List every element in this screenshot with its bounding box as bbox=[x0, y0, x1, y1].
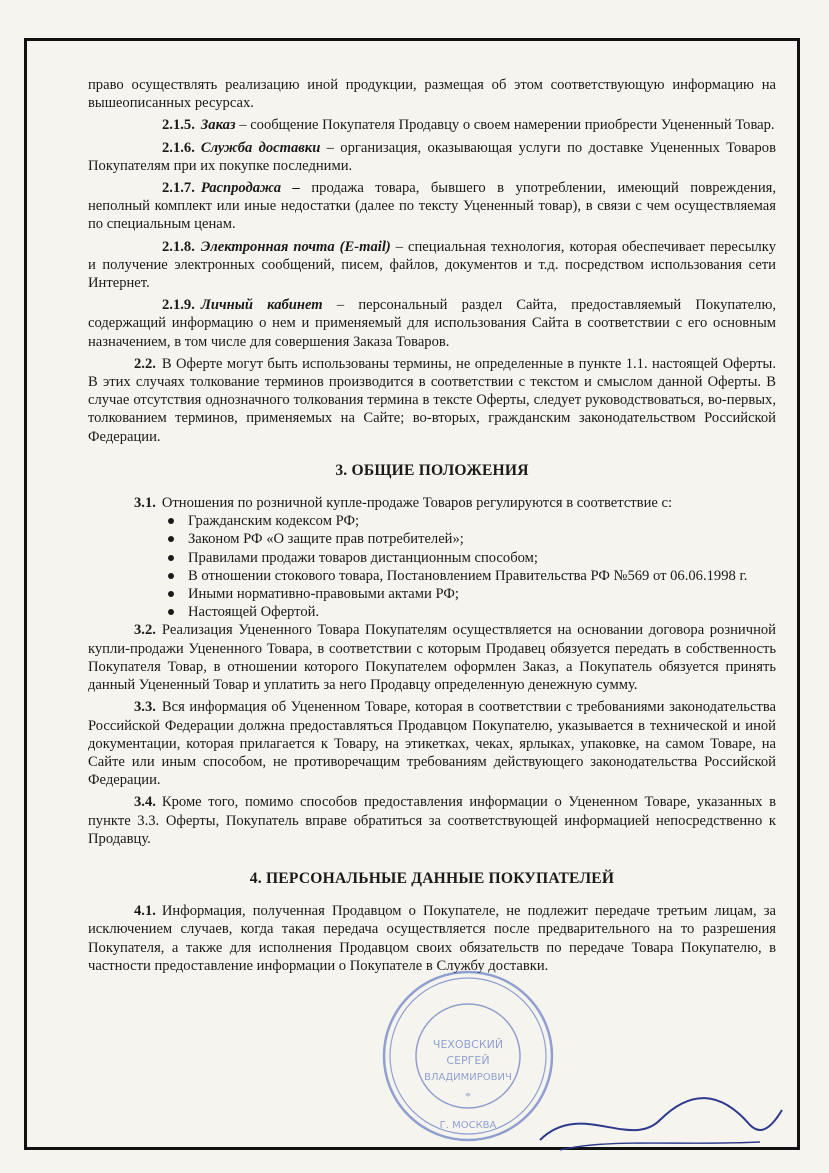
clause-text: Кроме того, помимо способов предоставления информации о Уцененном Товаре, указанных в пункте 3.3. Оферты, Покупатель вправе обратиться за соответствующей информацией непосредственно к Продавцу. bbox=[88, 794, 776, 847]
term: Личный кабинет bbox=[200, 297, 323, 314]
clause-3-2 bbox=[88, 621, 776, 694]
clause-number: 3.1. bbox=[134, 495, 156, 512]
paragraph-intro: право осуществлять реализацию иной продукции, размещая об этом соответствующую информацию на вышеописанных ресурсах. bbox=[88, 77, 776, 112]
clause-number: 2.2. bbox=[134, 355, 156, 372]
document-body bbox=[88, 76, 776, 975]
bullet-list-3-1 bbox=[88, 512, 776, 621]
definition-2-1-5 bbox=[88, 116, 776, 134]
clause-text: Информация, полученная Продавцом о Покупателе, не подлежит передаче третьим лицам, за исключением случаев, когда такая передача осуществляется после предварительного на то разрешения Покупателя, а также для исполнения Продавцом своих обязательств по передаче Товара Покупателю, в частности предоставление информации о Покупателе в Службу доставки. bbox=[88, 903, 776, 974]
definition-2-1-9 bbox=[88, 296, 776, 351]
svg-text:СЕРГЕЙ: СЕРГЕЙ bbox=[446, 1054, 490, 1067]
clause-number: 3.3. bbox=[134, 699, 156, 716]
svg-text:ЧЕХОВСКИЙ: ЧЕХОВСКИЙ bbox=[432, 1038, 504, 1051]
clause-number: 2.1.5. bbox=[162, 117, 195, 134]
list-item: Законом РФ «О защите прав потребителей»; bbox=[166, 530, 776, 548]
clause-text: Отношения по розничной купле-продаже Товаров регулируются в соответствие с: bbox=[161, 495, 673, 512]
clause-number: 2.1.7. bbox=[162, 180, 195, 197]
clause-number: 3.4. bbox=[134, 794, 156, 811]
term: Электронная почта (E-mail) bbox=[200, 238, 391, 255]
signature bbox=[520, 1080, 790, 1160]
clause-number: 4.1. bbox=[134, 903, 156, 920]
definition-text: – специальная технология, которая обеспечивает пересылку и получение электронных сообщений, писем, файлов, документов и т.д. посредством использования сети Интернет. bbox=[88, 238, 776, 292]
clause-text: Реализация Уцененного Товара Покупателям осуществляется на основании договора розничной купли-продажи Уцененного Товара, в соответствии с которым Продавец обязуется передать в собственность Покупателя Товар, в отношении которого Покупателем оформлен Заказ, а Покупатель обязуется принять данный Уцененный Товар и уплатить за него Продавцу определенную денежную сумму. bbox=[88, 622, 776, 694]
section-heading-4: 4. ПЕРСОНАЛЬНЫЕ ДАННЫЕ ПОКУПАТЕЛЕЙ bbox=[249, 869, 615, 887]
definition-text: продажа товара, бывшего в употреблении, имеющий повреждения, неполный комплект или иные недостатки (далее по тексту Уцененный товар), в связи с чем осуществляемая по специальным ценам. bbox=[88, 180, 776, 233]
clause-3-4 bbox=[88, 793, 776, 848]
definition-text: – сообщение Покупателя Продавцу о своем намерении приобрести Уцененный Товар. bbox=[235, 117, 775, 134]
clause-3-3 bbox=[88, 698, 776, 789]
svg-text:ВЛАДИМИРОВИЧ: ВЛАДИМИРОВИЧ bbox=[424, 1072, 512, 1083]
definition-2-1-6 bbox=[88, 139, 776, 175]
svg-text:Г. МОСКВА: Г. МОСКВА bbox=[439, 1120, 497, 1131]
definition-text: – организация, оказывающая услуги по доставке Уцененных Товаров Покупателям при их покупке последними. bbox=[88, 139, 776, 174]
term: Заказ bbox=[200, 117, 236, 134]
svg-text:*: * bbox=[465, 1089, 471, 1103]
clause-number: 3.2. bbox=[134, 622, 156, 639]
clause-3-1 bbox=[88, 494, 776, 512]
list-item: В отношении стокового товара, Постановлением Правительства РФ №569 от 06.06.1998 г. bbox=[166, 567, 776, 585]
clause-text: Вся информация об Уцененном Товаре, которая в соответствии с требованиями законодательства Российской Федерации должна предоставляться Продавцом Покупателю, указывается в технической и иной документации, которая прилагается к Товару, на этикетках, чеках, ярлыках, упаковке, на самом Товаре, на Сайте или иным способом, не противоречащим требованиям действующего законодательства Российской Федерации. bbox=[88, 699, 776, 789]
term: Служба доставки bbox=[200, 139, 321, 156]
list-item: Иными нормативно-правовыми актами РФ; bbox=[166, 585, 776, 603]
section-heading-3: 3. ОБЩИЕ ПОЛОЖЕНИЯ bbox=[335, 461, 529, 479]
definition-text: – персональный раздел Сайта, предоставляемый Покупателю, содержащий информацию о нем и применяемый для использования Сайта в соответствии с его основным назначением, в том числе для совершения Заказа Товаров. bbox=[88, 297, 776, 350]
list-item: Правилами продажи товаров дистанционным способом; bbox=[166, 549, 776, 567]
definition-2-1-8 bbox=[88, 238, 776, 293]
list-item: Гражданским кодексом РФ; bbox=[166, 512, 776, 530]
clause-4-1 bbox=[88, 902, 776, 975]
clause-number: 2.1.6. bbox=[162, 139, 195, 156]
clause-number: 2.1.8. bbox=[162, 238, 195, 255]
definition-2-1-7 bbox=[88, 179, 776, 234]
clause-text: В Оферте могут быть использованы термины, не определенные в пункте 1.1. настоящей Оферты. В этих случаях толкование терминов производится в соответствии с текстом и смыслом данной Оферты. В случае отсутствия однозначного толкования термина в тексте Оферты, следует руководствоваться, во-первых, толкованием терминов, применяемых на Сайте; во-вторых, гражданским законодательством Российской Федерации. bbox=[88, 355, 776, 445]
list-item: Настоящей Офертой. bbox=[166, 603, 776, 621]
clause-number: 2.1.9. bbox=[162, 297, 195, 314]
clause-2-2 bbox=[88, 355, 776, 446]
term: Распродажа – bbox=[200, 180, 300, 197]
